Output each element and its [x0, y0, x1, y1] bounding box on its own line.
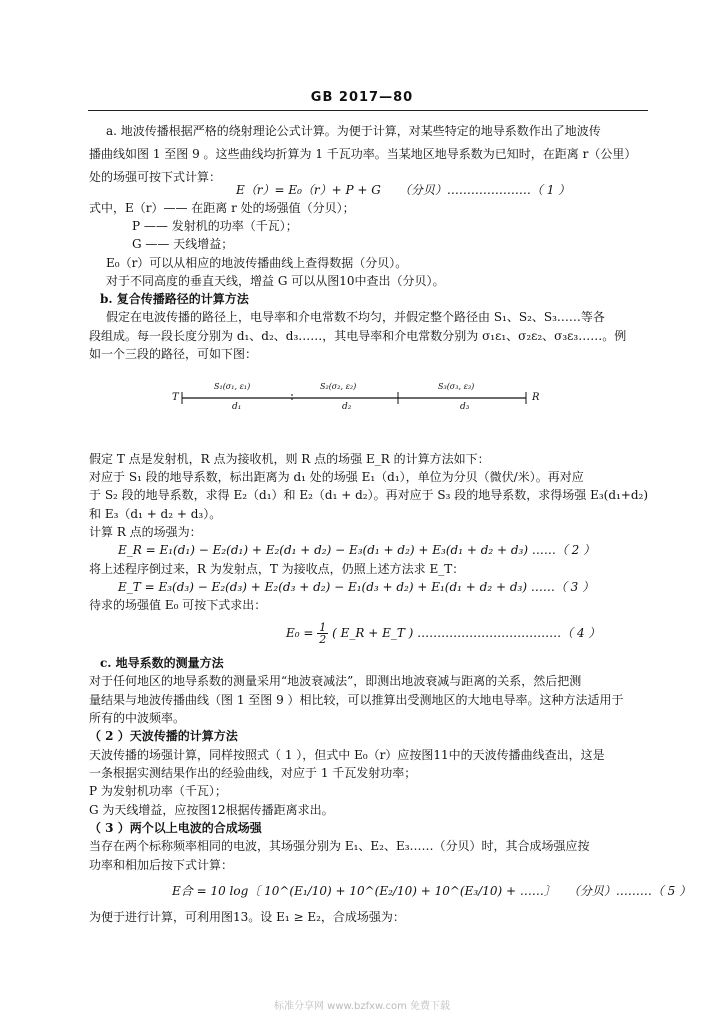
- text-line: 如一个三段的路径，可如下图：: [89, 347, 258, 361]
- text-line: a. 地波传播根据严格的绕射理论公式计算。为便于计算，对某些特定的地导系数作出了地波传: [106, 124, 601, 138]
- text-line: E₀（r）可以从相应的地波传播曲线上查得数据（分贝）。: [106, 256, 408, 270]
- text-line: 一条根据实测结果作出的经验曲线，对应于 1 千瓦发射功率；: [89, 766, 417, 780]
- equation-4-lhs: E₀ =: [286, 626, 314, 640]
- fraction-denominator: 2: [319, 633, 327, 646]
- receiver-label: R: [532, 392, 540, 403]
- section-heading-2: （ 2 ）天波传播的计算方法: [89, 729, 238, 743]
- section-heading-b: b. 复合传播路径的计算方法: [100, 292, 249, 306]
- text-line: 当存在两个标称频率相同的电波，其场强分别为 E₁、E₂、E₃……（分贝）时，其合成场强应按: [89, 839, 590, 853]
- equation-4-rhs: ( E_R + E_T ) ………………………………（ 4 ）: [332, 626, 601, 640]
- text-line: 所有的中波频率。: [89, 711, 186, 725]
- fraction-numerator: 1: [319, 621, 327, 634]
- text-line: 对于任何地区的地导系数的测量采用“地波衰减法”，即测出地波衰减与距离的关系，然后把测: [89, 674, 582, 688]
- segment-label: S₁(σ₁, ε₁): [214, 382, 251, 391]
- text-line: 于 S₂ 段的地导系数，求得 E₂（d₁）和 E₂（d₁ + d₂）。再对应于 S₃ 段的地导系数，求得场强 E₃(d₁+d₂): [89, 488, 649, 502]
- text-line: 对于不同高度的垂直天线，增益 G 可以从图10中查出（分贝）。: [106, 274, 445, 288]
- page-header: GB 2017—80: [310, 90, 414, 105]
- text-line: 量结果与地波传播曲线（图 1 至图 9 ）相比较，可以推算出受测地区的大地电导率。这种方法适用于: [89, 693, 624, 707]
- text-line: 为便于进行计算，可利用图13。设 E₁ ≥ E₂，合成场强为：: [89, 910, 405, 924]
- text-line: 处的场强可按下式计算：: [89, 170, 222, 184]
- text-line: 计算 R 点的场强为：: [89, 525, 202, 539]
- text-line: 假定在电波传播的路径上，电导率和介电常数不均匀，并假定整个路径由 S₁、S₂、S₃……等各: [106, 310, 605, 324]
- section-heading-c: c. 地导系数的测量方法: [100, 656, 224, 670]
- text-line: 式中，E（r）—— 在距离 r 处的场强值（分贝）；: [89, 201, 355, 215]
- text-line: 播曲线如图 1 至图 9 。这些曲线均折算为 1 千瓦功率。当某地区地导系数为已知时，在距离 r（公里）: [89, 147, 637, 161]
- text-line: 天波传播的场强计算，同样按照式（ 1 ），但式中 E₀（r）应按图11中的天波传播曲线查出，这是: [89, 748, 605, 762]
- text-line: G 为天线增益，应按图12根据传播距离求出。: [89, 803, 334, 817]
- fraction-half: [317, 622, 328, 645]
- section-heading-3: （ 3 ）两个以上电波的合成场强: [89, 821, 262, 835]
- text-line: 将上述程序倒过来，R 为发射点，T 为接收点，仍照上述方法求 E_T：: [89, 562, 465, 576]
- segment-label: S₂(σ₂, ε₂): [320, 382, 357, 391]
- text-line: 对应于 S₁ 段的地导系数，标出距离为 d₁ 处的场强 E₁（d₁），单位为分贝（微伏/米）。再对应: [89, 470, 584, 484]
- equation-3: E_T = E₃(d₃) − E₂(d₃) + E₂(d₃ + d₂) − E₁(d₃ + d₂) + E₁(d₁ + d₂ + d₃) ……（ 3 ）: [118, 580, 595, 594]
- equation-2: E_R = E₁(d₁) − E₂(d₁) + E₂(d₁ + d₂) − E₃(d₁ + d₂) + E₃(d₁ + d₂ + d₃) ……（ 2 ）: [118, 543, 596, 557]
- text-line: 段组成。每一段长度分别为 d₁、d₂、d₃……，其电导率和介电常数分别为 σ₁ε₁、σ₂ε₂、σ₃ε₃……。例: [89, 329, 627, 343]
- equation-5: E合 = 10 log〔 10^(E₁/10) + 10^(E₂/10) + 10^(E₃/10) + ……〕 （分贝）………（ 5 ）: [172, 884, 692, 898]
- distance-label: d₃: [460, 402, 470, 412]
- text-line: P 为发射机功率（千瓦）；: [89, 784, 227, 798]
- footer-watermark: 标准分享网 www.bzfxw.com 免费下载: [274, 1001, 450, 1012]
- text-line: G —— 天线增益；: [132, 237, 234, 251]
- text-line: 待求的场强值 E₀ 可按下式求出：: [89, 598, 267, 612]
- segment-label: S₃(σ₃, ε₃): [438, 382, 475, 391]
- transmitter-label: T: [172, 392, 179, 403]
- header-rule: [88, 110, 648, 111]
- equation-1: E（r）= E₀（r）+ P + G （分贝）…………………（ 1 ）: [236, 183, 571, 197]
- text-line: 和 E₃（d₁ + d₂ + d₃）。: [89, 507, 222, 521]
- equation-4: [286, 622, 600, 645]
- text-line: 假定 T 点是发射机，R 点为接收机，则 R 点的场强 E_R 的计算方法如下：: [89, 452, 490, 466]
- text-line: 功率和相加后按下式计算：: [89, 858, 234, 872]
- distance-label: d₂: [342, 402, 352, 412]
- text-line: P —— 发射机的功率（千瓦）；: [132, 219, 298, 233]
- distance-label: d₁: [232, 402, 242, 412]
- path-diagram: [170, 378, 550, 418]
